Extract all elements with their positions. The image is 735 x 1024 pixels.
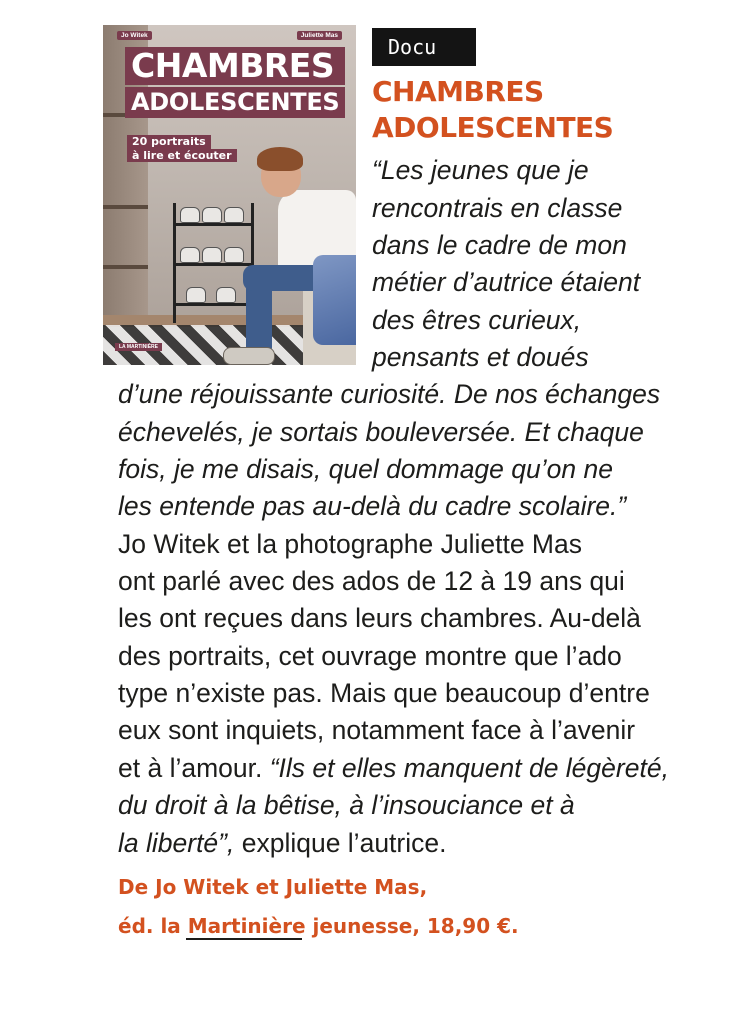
body-line: pensants et doués (372, 342, 589, 372)
cover-subtitle-line1: 20 portraits (127, 135, 211, 149)
underline-mark (186, 938, 302, 940)
cover-person-hair (257, 147, 303, 171)
body-line: des portraits, cet ouvrage montre que l’ado (118, 641, 622, 671)
body-line: Jo Witek et la photographe Juliette Mas (118, 529, 582, 559)
cover-title-line1: CHAMBRES (125, 47, 345, 85)
cover-subtitle-line2: à lire et écouter (127, 149, 237, 163)
book-cover-image (103, 25, 356, 365)
body-line-mixed (118, 750, 669, 786)
body-line-mixed (118, 825, 446, 861)
article-title (372, 74, 613, 146)
cover-author-tag: Jo Witek (117, 31, 152, 40)
body-line: ont parlé avec des ados de 12 à 19 ans qui (118, 566, 625, 596)
title-line1: CHAMBRES (372, 75, 544, 108)
body-line: les entende pas au-delà du cadre scolaire.” (118, 491, 627, 521)
cover-publisher-logo: LA MARTINIÈRE (115, 343, 162, 351)
body-line: du droit à la bêtise, à l’insouciance et à (118, 790, 575, 820)
body-line: les ont reçues dans leurs chambres. Au-delà (118, 603, 641, 633)
body-line: métier d’autrice étaient (372, 267, 641, 297)
credits-publisher-price: éd. la Martinière jeunesse, 18,90 €. (118, 914, 519, 938)
roman-text: explique l’autrice. (234, 828, 447, 858)
cover-blanket (313, 255, 356, 345)
cover-photographer-tag: Juliette Mas (297, 31, 342, 40)
body-line: dans le cadre de mon (372, 230, 627, 260)
italic-quote: la liberté”, (118, 828, 235, 858)
cover-shoe-rack (173, 203, 254, 323)
body-line: fois, je me disais, quel dommage qu’on ne (118, 454, 613, 484)
cover-person-shoe (223, 347, 275, 365)
cover-subtitle (127, 135, 237, 162)
roman-text: et à l’amour. (118, 753, 270, 783)
title-line2: ADOLESCENTES (372, 111, 614, 144)
credits-authors: De Jo Witek et Juliette Mas, (118, 875, 428, 899)
body-line: échevelés, je sortais bouleversée. Et chaque (118, 417, 644, 447)
body-line: eux sont inquiets, notamment face à l’avenir (118, 715, 636, 745)
cover-title-line2: ADOLESCENTES (125, 87, 345, 118)
body-line: “Les jeunes que je (372, 155, 589, 185)
body-line: des êtres curieux, (372, 305, 582, 335)
body-line: rencontrais en classe (372, 193, 623, 223)
body-line: type n’existe pas. Mais que beaucoup d’entre (118, 678, 650, 708)
cover-title (125, 47, 345, 118)
rubric-label: Docu (372, 28, 476, 66)
italic-quote: “Ils et elles manquent de légèreté, (269, 753, 669, 783)
cover-shelf (103, 265, 148, 269)
body-line: d’une réjouissante curiosité. De nos échanges (118, 379, 661, 409)
cover-shelf (103, 205, 148, 209)
cover-credits (103, 31, 356, 43)
